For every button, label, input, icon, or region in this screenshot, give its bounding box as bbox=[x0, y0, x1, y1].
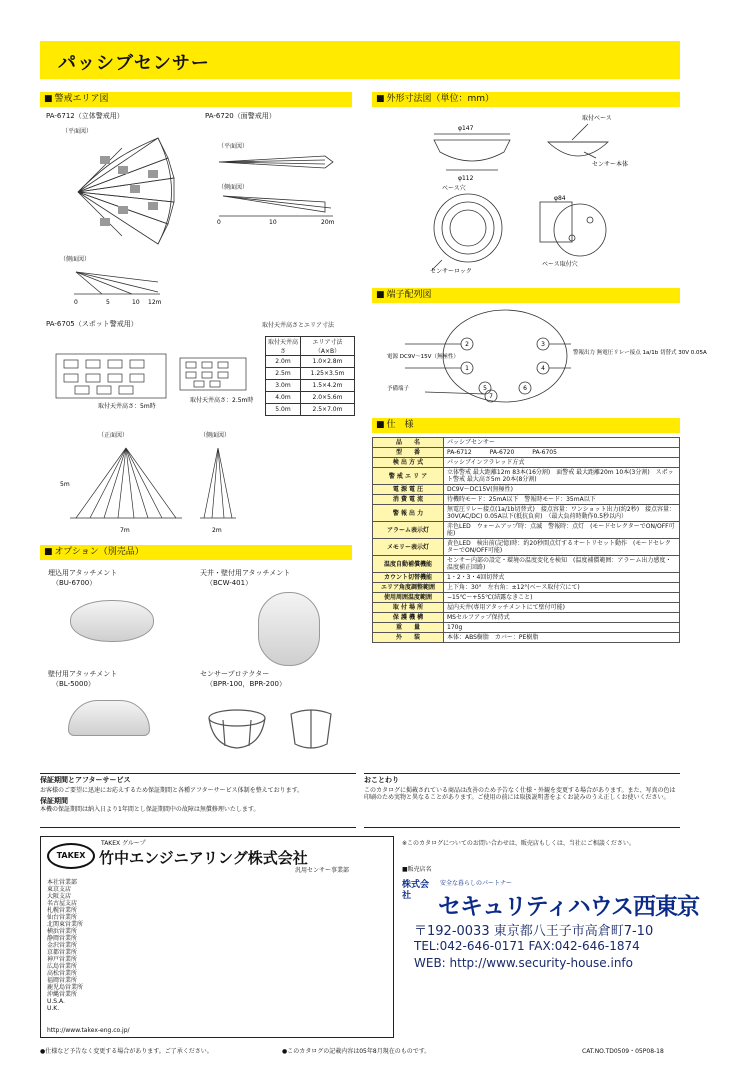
terminal-1: 1 bbox=[465, 365, 469, 372]
spec-value: 屋内天井(専用アタッチメントにて壁付可能) bbox=[444, 603, 680, 613]
spec-label: 温度自動補償機能 bbox=[373, 556, 444, 573]
spec-label: カウント切替機能 bbox=[373, 573, 444, 583]
title-bar bbox=[40, 41, 680, 79]
footer-mid: ●このカタログの記載内容は05年8月現在のものです。 bbox=[282, 1048, 431, 1055]
spec-row bbox=[373, 448, 680, 458]
service-text: お客様のご要望に迅速にお応えするため保証期間と各種アフターサービス体制を整えております。 bbox=[40, 787, 304, 794]
spec-row bbox=[373, 573, 680, 583]
spec-label: アラーム表示灯 bbox=[373, 522, 444, 539]
ceiling-note-2: 取付天井高さ：2.5m時 bbox=[190, 397, 254, 404]
office-item: 仙台営業所 bbox=[47, 914, 78, 921]
ceiling-note-1: 取付天井高さ：5m時 bbox=[98, 403, 156, 410]
spec-value: パッシブセンサー bbox=[444, 438, 680, 448]
table-cell: 4.0m bbox=[266, 392, 301, 404]
spec-label: 警 報 出 力 bbox=[373, 505, 444, 522]
area-table bbox=[265, 336, 355, 416]
office-item: 名古屋支店 bbox=[47, 900, 78, 907]
terminal-2: 2 bbox=[465, 341, 469, 348]
spec-row bbox=[373, 603, 680, 613]
company-url[interactable]: http://www.takex-eng.co.jp/ bbox=[47, 1027, 130, 1034]
axis-12: 12m bbox=[148, 299, 162, 306]
pa6705-spot-diagrams bbox=[60, 442, 250, 538]
model-6712-label: PA-6712（立体警戒用） bbox=[46, 112, 124, 120]
office-list bbox=[47, 879, 387, 1012]
section-options: ■ オプション（別売品） bbox=[40, 545, 352, 560]
axis-w2: 2m bbox=[212, 527, 222, 534]
office-item: 東京支店 bbox=[47, 886, 72, 893]
office-item: U.S.A. bbox=[47, 998, 65, 1005]
terminal-5: 5 bbox=[483, 385, 487, 392]
spec-label: 電 源 電 圧 bbox=[373, 485, 444, 495]
office-item: 横浜営業所 bbox=[47, 928, 78, 935]
spec-label: メモリー表示灯 bbox=[373, 539, 444, 556]
spec-label: 検 出 方 式 bbox=[373, 458, 444, 468]
dim-84: φ84 bbox=[554, 195, 566, 202]
dimension-drawings bbox=[412, 110, 672, 275]
spec-label: 取 付 場 所 bbox=[373, 603, 444, 613]
area-table-caption: 取付天井高さとエリア寸法 bbox=[262, 322, 335, 329]
spec-label: 品 名 bbox=[373, 438, 444, 448]
table-cell: 1.5×4.2m bbox=[301, 380, 355, 392]
spec-label: 使用周囲温度範囲 bbox=[373, 593, 444, 603]
wiring-diagram bbox=[385, 306, 707, 410]
office-item: 北関東営業所 bbox=[47, 921, 84, 928]
spec-value: 黄色LED 検出前(記憶)時：約20秒間点灯するオートリセット動作 (モードセレクターでON/OFF可能) bbox=[444, 539, 680, 556]
axis-b20: 20m bbox=[321, 219, 335, 226]
wiring-power: 電源 DC9V〜15V（無極性） bbox=[387, 354, 459, 360]
terminal-4: 4 bbox=[541, 365, 545, 372]
dealer-note: ※このカタログについてのお問い合わせは、販売店もしくは、当社にご相談ください。 bbox=[402, 840, 635, 847]
axis-w7: 7m bbox=[120, 527, 130, 534]
terminal-3: 3 bbox=[541, 341, 545, 348]
option-4-code: （BPR-100，BPR-200） bbox=[206, 680, 286, 688]
side-view-label: （側面図） bbox=[60, 256, 91, 263]
option-4-image bbox=[205, 704, 345, 754]
area-table-header: 取付天井高さ bbox=[266, 337, 301, 356]
axis-h5: 5m bbox=[60, 481, 70, 488]
spec-value: PA-6712 PA-6720 PA-6705 bbox=[444, 448, 680, 458]
dealer-tel: TEL:042-646-0171 FAX:042-646-1874 bbox=[414, 939, 640, 953]
area-table-header: エリア寸法（A×B） bbox=[301, 337, 355, 356]
spec-label: エリア角度調整範囲 bbox=[373, 583, 444, 593]
office-item: 札幌営業所 bbox=[47, 907, 78, 914]
office-item: 高松営業所 bbox=[47, 970, 78, 977]
spec-row bbox=[373, 438, 680, 448]
option-3-name: 壁付用アタッチメント bbox=[48, 670, 118, 678]
dealer-web[interactable]: WEB: http://www.security-house.info bbox=[414, 956, 633, 970]
spec-row bbox=[373, 539, 680, 556]
footer-left: ●仕様など予告なく変更する場合があります。ご了承ください。 bbox=[40, 1048, 213, 1055]
table-cell: 2.0m bbox=[266, 356, 301, 368]
model-6720-label: PA-6720（面警戒用） bbox=[205, 112, 276, 120]
section-specs: ■ 仕 様 bbox=[372, 418, 680, 433]
option-2-name: 天井・壁付用アタッチメント bbox=[200, 569, 291, 577]
table-cell: 1.0×2.8m bbox=[301, 356, 355, 368]
company-name: 竹中エンジニアリング株式会社 bbox=[99, 849, 308, 867]
takex-logo: TAKEX bbox=[47, 843, 95, 869]
office-item: 福岡営業所 bbox=[47, 977, 78, 984]
table-cell: 2.5m bbox=[266, 368, 301, 380]
dealer-corp: 株式会社 bbox=[402, 880, 430, 901]
spec-table bbox=[372, 437, 680, 643]
axis-10: 10 bbox=[132, 299, 140, 306]
dealer-name: セキュリティハウス西東京 bbox=[438, 894, 700, 920]
page-title: パッシブセンサー bbox=[58, 53, 210, 74]
spec-row bbox=[373, 495, 680, 505]
company-division: 汎用センサー事業部 bbox=[295, 867, 350, 874]
spec-row bbox=[373, 505, 680, 522]
section-dimensions: ■ 外形寸法図（単位：mm） bbox=[372, 92, 680, 107]
spec-row bbox=[373, 623, 680, 633]
spec-value: 1・2・3・4回切替式 bbox=[444, 573, 680, 583]
spec-row bbox=[373, 468, 680, 485]
label-base-hole: ベース穴 bbox=[442, 185, 466, 192]
spec-label: 警 戒 エ リ ア bbox=[373, 468, 444, 485]
spec-value: 待機時モード：25mA以下 警報時モード：35mA以下 bbox=[444, 495, 680, 505]
spec-label: 外 装 bbox=[373, 633, 444, 643]
office-item: 神戸営業所 bbox=[47, 956, 78, 963]
notice-box bbox=[364, 773, 680, 828]
axis-5: 5 bbox=[106, 299, 110, 306]
spec-value: パッシブインフラレッド方式 bbox=[444, 458, 680, 468]
spec-row bbox=[373, 485, 680, 495]
axis-0: 0 bbox=[74, 299, 78, 306]
front-view-label: （正面図） bbox=[98, 432, 129, 439]
office-item: 鹿児島営業所 bbox=[47, 984, 84, 991]
office-item: 静岡営業所 bbox=[47, 935, 78, 942]
spec-value: MSセルフアップ保持式 bbox=[444, 613, 680, 623]
footer-catalog: CAT.NO.TD0509・05P08-18 bbox=[582, 1048, 664, 1055]
dim-147: φ147 bbox=[458, 125, 474, 132]
pa6705-plan-diagram bbox=[48, 342, 173, 412]
dealer-tagline: 安全な暮らしのパートナー bbox=[440, 880, 513, 887]
spec-row bbox=[373, 458, 680, 468]
spec-value: 170g bbox=[444, 623, 680, 633]
label-body: センサー本体 bbox=[592, 161, 629, 168]
option-4-name: センサープロテクター bbox=[200, 670, 270, 678]
table-cell: 3.0m bbox=[266, 380, 301, 392]
warranty-text: 本機の保証期間は納入日より1年間とし保証期間中の故障は無償修理いたします。 bbox=[40, 806, 260, 813]
office-item: 沖縄営業所 bbox=[47, 991, 78, 998]
terminal-7: 7 bbox=[489, 393, 493, 400]
table-cell: 1.25×3.5m bbox=[301, 368, 355, 380]
axis-b0: 0 bbox=[217, 219, 221, 226]
wiring-tamper: 予備端子 bbox=[387, 386, 410, 392]
spec-row bbox=[373, 583, 680, 593]
spec-value: 上下角：30° 左右角：±12°(ベース取付穴にて) bbox=[444, 583, 680, 593]
label-lock: センサーロック bbox=[430, 268, 472, 275]
spec-label: 保 護 機 構 bbox=[373, 613, 444, 623]
spec-row bbox=[373, 522, 680, 539]
group-label: TAKEX グループ bbox=[101, 840, 146, 847]
option-3-code: （BL-5000） bbox=[52, 680, 95, 688]
notice-text: このカタログに掲載されている商品は改善のため予告なく仕様・外観を変更する場合があります。また、写真の色は印刷のため実物と異なることがあります。ご使用の前には取扱説明書をよくお読みのうえ正しくお使いください。 bbox=[364, 787, 676, 801]
option-1-image bbox=[70, 600, 154, 642]
table-cell: 2.0×5.6m bbox=[301, 392, 355, 404]
option-2-image bbox=[258, 592, 320, 666]
pa6712-side-diagram bbox=[72, 266, 162, 306]
wiring-alarm: 警報出力 無電圧リレー接点 1a/1b 切替式 30V 0.05A bbox=[573, 350, 707, 356]
office-item: 京都営業所 bbox=[47, 949, 78, 956]
dealer-label: ■販売店名 bbox=[402, 866, 432, 873]
spec-row bbox=[373, 556, 680, 573]
plan-view-label: （平面図） bbox=[62, 128, 93, 135]
spec-row bbox=[373, 633, 680, 643]
spec-label: 型 番 bbox=[373, 448, 444, 458]
pa6705-plan-diagram-2 bbox=[176, 350, 256, 408]
model-6705-label: PA-6705（スポット警戒用） bbox=[46, 320, 138, 328]
dim-112: φ112 bbox=[458, 175, 474, 182]
pa6720-diagrams bbox=[215, 150, 340, 225]
dealer-address: 〒192-0033 東京都八王子市高倉町7-10 bbox=[414, 924, 654, 939]
spec-value: 立体警戒 最大距離12m 83本(16分割) 面警戒 最大距離20m 10本(3分割) スポット警戒 最大高さ5m 20本(8分割) bbox=[444, 468, 680, 485]
section-alarm-area: ■ 警戒エリア図 bbox=[40, 92, 352, 107]
option-2-code: （BCW-401） bbox=[206, 579, 253, 587]
spec-value: 本体：ABS樹脂 カバー：PE樹脂 bbox=[444, 633, 680, 643]
spec-row bbox=[373, 613, 680, 623]
service-box bbox=[40, 773, 356, 828]
office-item: U.K. bbox=[47, 1005, 60, 1012]
spec-row bbox=[373, 593, 680, 603]
terminal-6: 6 bbox=[523, 385, 527, 392]
label-base: 取付ベース bbox=[582, 115, 612, 122]
office-item: 金沢営業所 bbox=[47, 942, 78, 949]
label-detail: ベース取付穴 bbox=[542, 261, 578, 268]
office-item: 本社営業部 bbox=[47, 879, 78, 886]
company-box bbox=[40, 836, 394, 1038]
table-cell: 2.5×7.0m bbox=[301, 404, 355, 416]
pa6712-plan-diagram bbox=[60, 130, 180, 250]
spec-value: 赤色LED ウォームアップ時：点滅 警報時：点灯 (モードセレクターでON/OFF可能) bbox=[444, 522, 680, 539]
spec-value: 無電圧リレー接点(1a/1b切替式) 接点容量：ワンショット出力(約2秒) 接点容量：30V(AC/DC) 0.05A以下(抵抗負荷) （最大負荷時動作0.5秒以内） bbox=[444, 505, 680, 522]
notice-heading: おことわり bbox=[364, 776, 399, 784]
service-heading: 保証期間とアフターサービス bbox=[40, 776, 131, 784]
warranty-heading: 保証期間 bbox=[40, 797, 68, 805]
axis-b10: 10 bbox=[269, 219, 277, 226]
option-1-code: （BU-6700） bbox=[52, 579, 97, 587]
spec-value: −15℃〜+55℃(結露なきこと) bbox=[444, 593, 680, 603]
spec-label: 重 量 bbox=[373, 623, 444, 633]
office-item: 大阪支店 bbox=[47, 893, 72, 900]
side-view-label-3: （側面図） bbox=[200, 432, 231, 439]
spec-label: 消 費 電 流 bbox=[373, 495, 444, 505]
option-3-image bbox=[68, 700, 150, 736]
option-1-name: 埋込用アタッチメント bbox=[48, 569, 118, 577]
table-cell: 5.0m bbox=[266, 404, 301, 416]
section-wiring: ■ 端子配列図 bbox=[372, 288, 680, 303]
plan-view-label-2: （平面図） bbox=[218, 143, 249, 150]
side-view-label-2: （側面図） bbox=[218, 184, 249, 191]
spec-value: センサー内部の設定・環境の温度変化を検知 (温度補償範囲：アラーム出力感度・温度補正回路) bbox=[444, 556, 680, 573]
spec-value: DC9V〜DC15V(無極性) bbox=[444, 485, 680, 495]
office-item: 広島営業所 bbox=[47, 963, 78, 970]
